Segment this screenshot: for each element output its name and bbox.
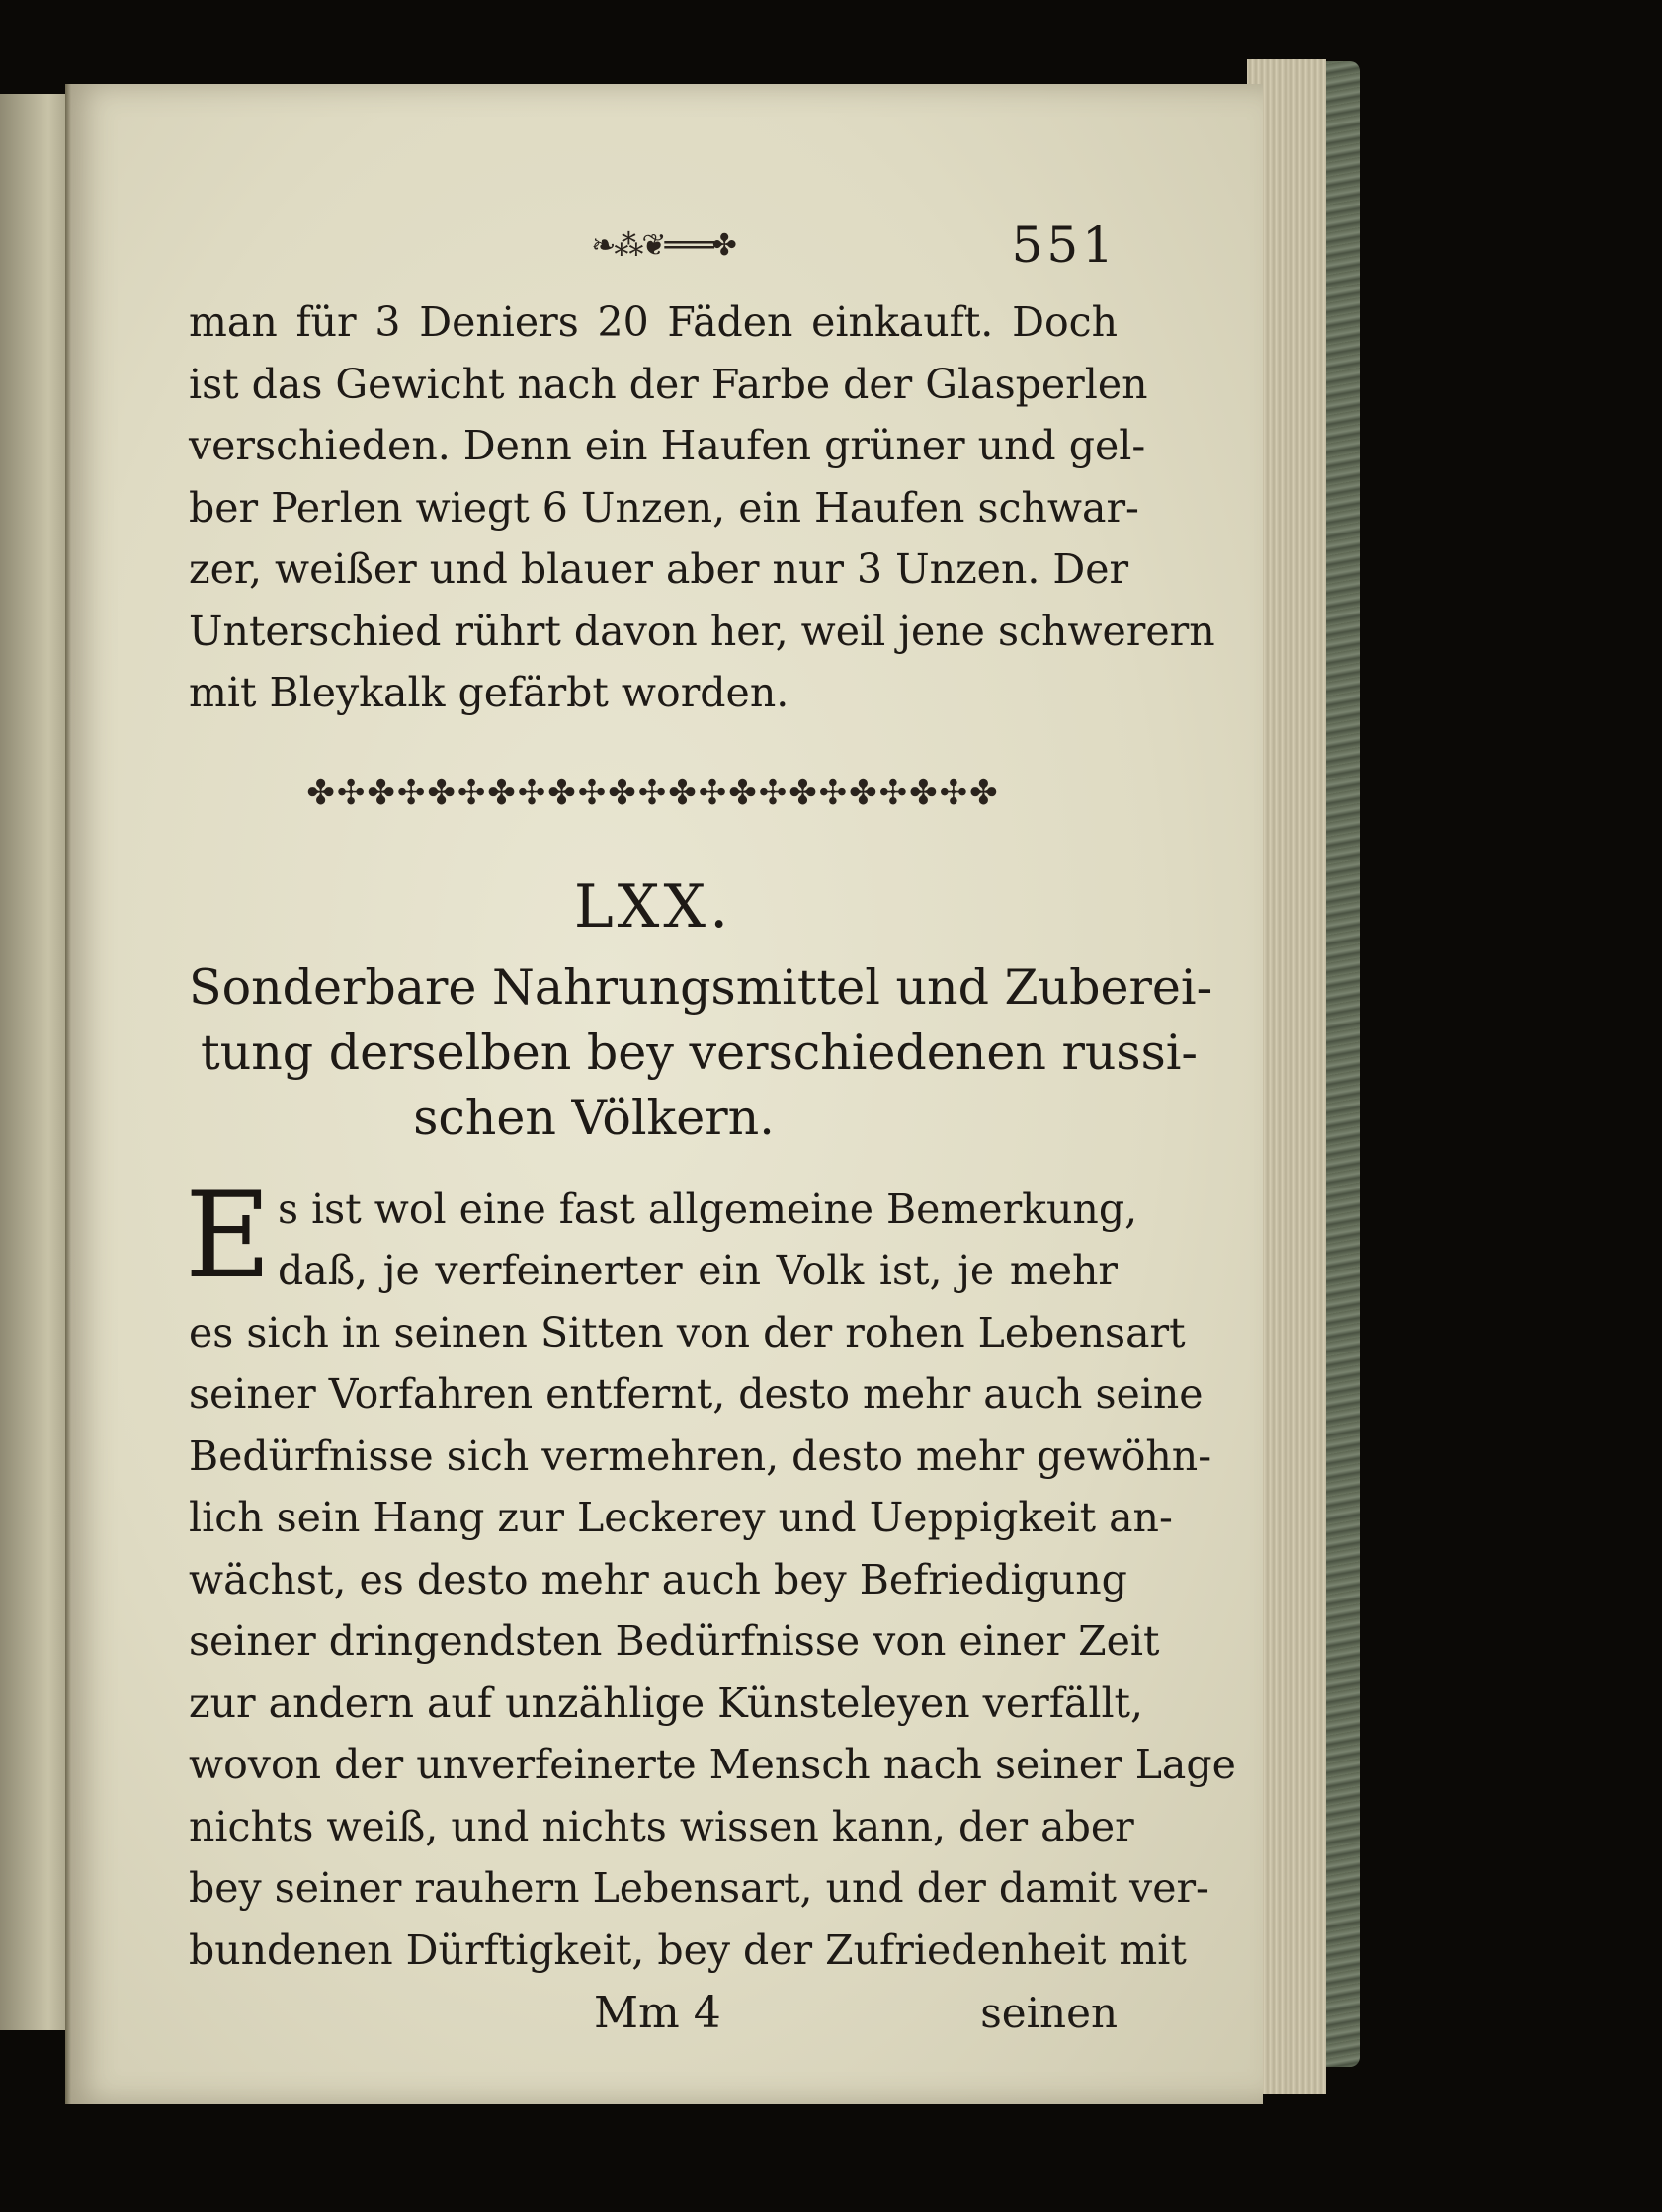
text-line: bundenen Dürftigkeit, bey der Zufriedenheit mit (189, 1925, 1187, 1974)
section-title (189, 955, 1213, 1151)
text-line: lich sein Hang zur Leckerey und Ueppigkeit an- (189, 1494, 1173, 1541)
text-line: wovon der unverfeinerte Mensch nach seiner Lage (189, 1741, 1236, 1788)
title-line: Sonderbare Nahrungsmittel und Zuberei- (189, 958, 1213, 1016)
page-footer (189, 1983, 1118, 2044)
continued-paragraph (189, 291, 1215, 724)
text-line: man für 3 Deniers 20 Fäden einkauft. Doch (189, 298, 1118, 346)
text-line: seiner dringendsten Bedürfnisse von einer Zeit (189, 1617, 1160, 1665)
text-line: daß, je verfeinerter ein Volk ist, je mehr (278, 1247, 1118, 1294)
head-ornament: ❧⁂❦═══✤ (591, 228, 735, 263)
running-head (189, 212, 1118, 291)
drop-cap: E (185, 1167, 272, 1305)
text-line: s ist wol eine fast allgemeine Bemerkung, (278, 1185, 1138, 1233)
text-line: seiner Vorfahren entfernt, desto mehr auch seine (189, 1370, 1204, 1418)
gutter-shadow (65, 84, 71, 2104)
text-line: wächst, es desto mehr auch bey Befriedigung (189, 1555, 1127, 1603)
page-text (185, 212, 1236, 2044)
text-line: nichts weiß, und nichts wissen kann, der aber (189, 1802, 1134, 1850)
text-line: zer, weißer und blauer aber nur 3 Unzen. Der (189, 545, 1129, 593)
text-line: es sich in seinen Sitten von der rohen Lebensart (189, 1308, 1186, 1356)
body-paragraph (185, 1167, 1236, 1982)
section-number: LXX. (573, 871, 733, 942)
left-page-edge (0, 94, 69, 2030)
text-line: ist das Gewicht nach der Farbe der Glasperlen (189, 360, 1148, 408)
text-line: Unterschied rührt davon her, weil jene schwerern (189, 607, 1215, 655)
text-line: zur andern auf unzählige Künsteleyen verfällt, (189, 1679, 1144, 1727)
catchword: seinen (980, 1989, 1118, 2037)
text-line: verschieden. Denn ein Haufen grüner und gel- (189, 422, 1146, 469)
section-divider: ✤✣✤✣✤✣✤✣✤✣✤✣✤✣✤✣✤✣✤✣✤✣✤ (306, 773, 1000, 813)
page-number: 551 (1011, 216, 1118, 274)
text-line: mit Bleykalk gefärbt worden. (189, 669, 789, 716)
text-line: ber Perlen wiegt 6 Unzen, ein Haufen schwar- (189, 483, 1139, 532)
signature-mark: Mm 4 (594, 1988, 721, 2038)
text-line: Bedürfnisse sich vermehren, desto mehr gewöhn- (189, 1432, 1212, 1480)
title-line: schen Völkern. (413, 1089, 775, 1146)
title-line: tung derselben bey verschiedenen russi- (201, 1024, 1198, 1081)
book-page (65, 84, 1263, 2104)
text-line: bey seiner rauhern Lebensart, und der damit ver- (189, 1864, 1209, 1912)
